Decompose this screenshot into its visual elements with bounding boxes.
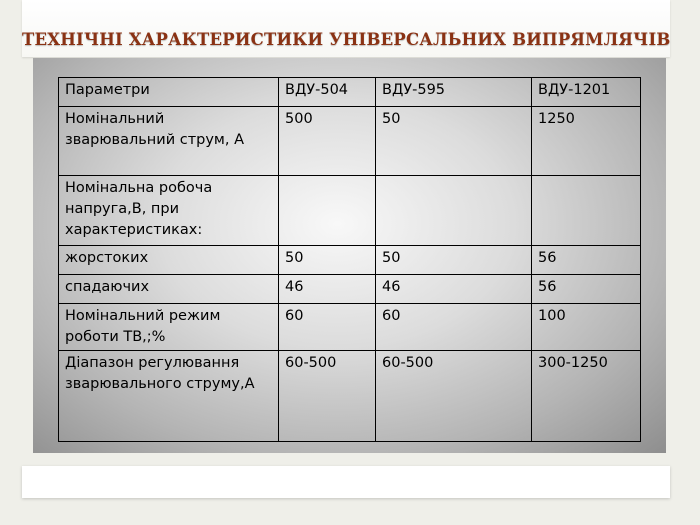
table-cell: Діапазон регулювання зварювального струму,А	[59, 351, 279, 442]
header-cell: ВДУ-1201	[532, 78, 641, 107]
table-cell: 100	[532, 304, 641, 351]
table-cell: 60	[376, 304, 532, 351]
table-row	[59, 275, 641, 304]
table-cell: 50	[279, 246, 376, 275]
table-row	[59, 304, 641, 351]
table-cell: Номінальний зварювальний струм, А	[59, 107, 279, 176]
footer-bar	[22, 466, 670, 498]
table-row	[59, 246, 641, 275]
table-cell: 60-500	[279, 351, 376, 442]
table-cell	[279, 176, 376, 246]
table-cell: 56	[532, 246, 641, 275]
table-row	[59, 351, 641, 442]
specifications-table	[58, 77, 641, 442]
table-cell: Номінальна робоча напруга,В, при характеристиках:	[59, 176, 279, 246]
table-cell: 46	[279, 275, 376, 304]
table-row	[59, 176, 641, 246]
table-cell: 60-500	[376, 351, 532, 442]
header-cell: Параметри	[59, 78, 279, 107]
table-cell: 50	[376, 246, 532, 275]
table-cell: 46	[376, 275, 532, 304]
table-cell: 60	[279, 304, 376, 351]
header-cell: ВДУ-504	[279, 78, 376, 107]
table-row	[59, 107, 641, 176]
table-cell: 56	[532, 275, 641, 304]
table-cell: 1250	[532, 107, 641, 176]
table-cell: 300-1250	[532, 351, 641, 442]
table-cell: 50	[376, 107, 532, 176]
table-cell	[532, 176, 641, 246]
slide-title: ТЕХНІЧНІ ХАРАКТЕРИСТИКИ УНІВЕРСАЛЬНИХ ВИПРЯМЛЯЧІВ	[22, 30, 671, 49]
table-cell: спадаючих	[59, 275, 279, 304]
table-cell: 500	[279, 107, 376, 176]
table-cell: жорстоких	[59, 246, 279, 275]
table-cell: Номінальний режим роботи ТВ,;%	[59, 304, 279, 351]
header-cell: ВДУ-595	[376, 78, 532, 107]
table-header-row	[59, 78, 641, 107]
table-cell	[376, 176, 532, 246]
